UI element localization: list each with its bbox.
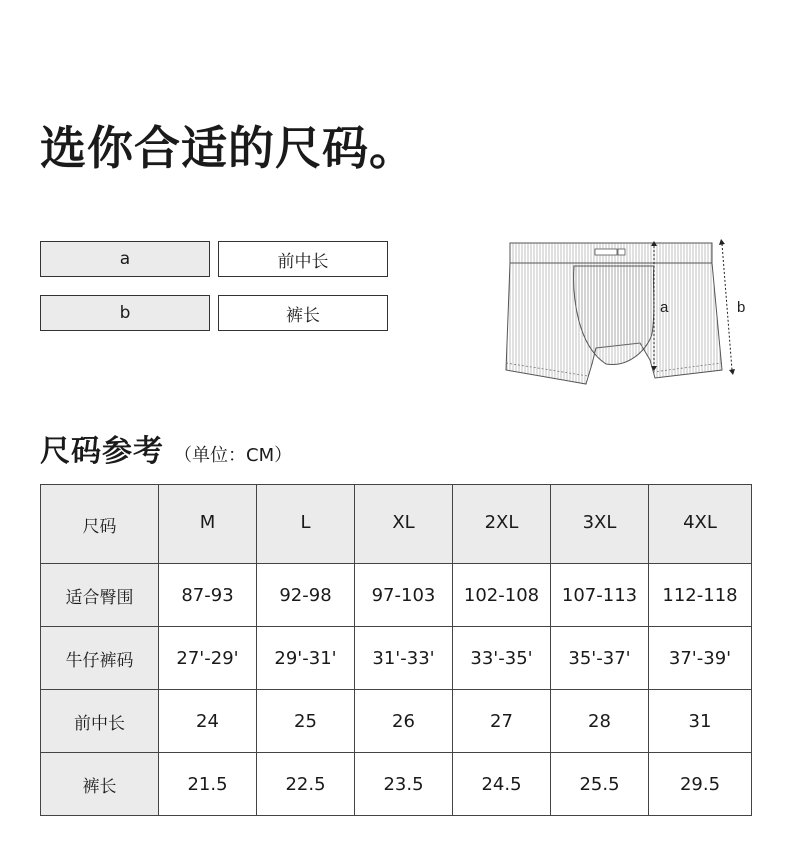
measure-b-line xyxy=(722,244,732,370)
size-header-cell: XL xyxy=(355,485,453,564)
legend-label-a: 前中长 xyxy=(218,241,388,277)
table-header-label: 尺码 xyxy=(41,485,159,564)
table-cell: 22.5 xyxy=(257,753,355,816)
row-label: 前中长 xyxy=(41,690,159,753)
size-header-cell: 2XL xyxy=(453,485,551,564)
measure-b-arrow-bottom xyxy=(729,369,735,375)
size-header-cell: 3XL xyxy=(551,485,649,564)
table-row xyxy=(41,627,752,690)
table-cell: 24 xyxy=(159,690,257,753)
table-cell: 26 xyxy=(355,690,453,753)
table-cell: 97-103 xyxy=(355,564,453,627)
table-cell: 35'-37' xyxy=(551,627,649,690)
table-cell: 28 xyxy=(551,690,649,753)
size-table xyxy=(40,484,752,816)
legend-key-a: a xyxy=(40,241,210,277)
table-cell: 25.5 xyxy=(551,753,649,816)
size-header-cell: 4XL xyxy=(649,485,752,564)
waistband-tag-small xyxy=(618,249,625,255)
table-row xyxy=(41,564,752,627)
table-cell: 27 xyxy=(453,690,551,753)
measure-b-arrow-top xyxy=(719,239,725,245)
section-unit: （单位：CM） xyxy=(174,445,293,466)
table-cell: 29'-31' xyxy=(257,627,355,690)
table-cell: 92-98 xyxy=(257,564,355,627)
page-title: 选你合适的尺码。 xyxy=(40,121,416,175)
row-label: 适合臀围 xyxy=(41,564,159,627)
waistband-tag xyxy=(595,249,617,255)
table-cell: 107-113 xyxy=(551,564,649,627)
table-cell: 31'-33' xyxy=(355,627,453,690)
section-title xyxy=(40,426,292,470)
row-label: 裤长 xyxy=(41,753,159,816)
table-cell: 24.5 xyxy=(453,753,551,816)
table-cell: 21.5 xyxy=(159,753,257,816)
table-cell: 37'-39' xyxy=(649,627,752,690)
table-cell: 87-93 xyxy=(159,564,257,627)
section-title-text: 尺码参考 xyxy=(40,434,164,469)
size-header-cell: L xyxy=(257,485,355,564)
table-cell: 33'-35' xyxy=(453,627,551,690)
table-cell: 31 xyxy=(649,690,752,753)
table-cell: 27'-29' xyxy=(159,627,257,690)
table-cell: 25 xyxy=(257,690,355,753)
measure-a-label: a xyxy=(660,299,669,316)
size-header-cell: M xyxy=(159,485,257,564)
measure-b-label: b xyxy=(737,299,746,316)
legend-label-b: 裤长 xyxy=(218,295,388,331)
table-row xyxy=(41,690,752,753)
row-label: 牛仔裤码 xyxy=(41,627,159,690)
table-header-row xyxy=(41,485,752,564)
table-cell: 23.5 xyxy=(355,753,453,816)
table-cell: 112-118 xyxy=(649,564,752,627)
legend-key-b: b xyxy=(40,295,210,331)
table-cell: 29.5 xyxy=(649,753,752,816)
table-cell: 102-108 xyxy=(453,564,551,627)
boxer-brief-diagram xyxy=(500,238,760,394)
table-row xyxy=(41,753,752,816)
